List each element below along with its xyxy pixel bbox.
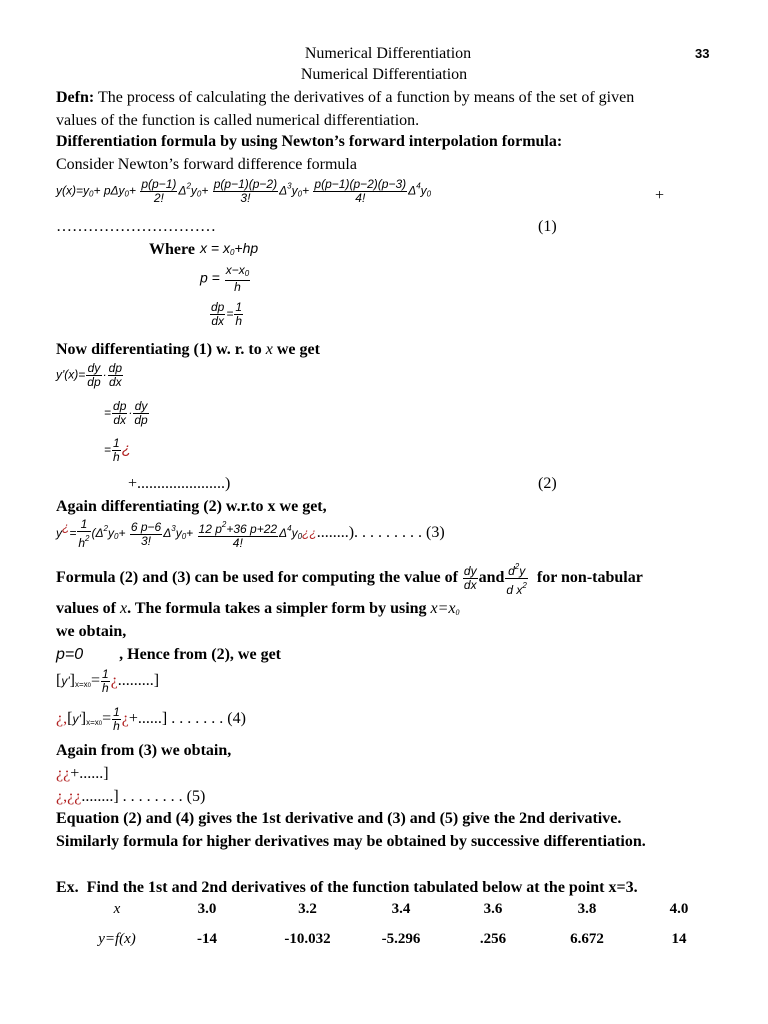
eq-second-derivative: ¿¿+......] — [56, 765, 109, 782]
definition-label: Defn: — [56, 89, 95, 106]
table-row-y — [80, 924, 723, 954]
eq2-tail: +......................) — [128, 475, 231, 492]
eq1-fraction-3: $\frac{p(p-1)(p-2)(p-3)}{4!}$ — [314, 177, 407, 205]
again-obtain-line: Again from (3) we obtain, — [56, 742, 232, 759]
eq2-line-3: = $\frac{1}{h}$ ¿ — [104, 436, 131, 464]
definition-line-1 — [56, 88, 634, 108]
x-label: x — [113, 900, 121, 917]
page-title: Numerical Differentiation — [300, 66, 468, 83]
eq1-tag: (1) — [538, 218, 557, 235]
eq5-formula: ¿,¿¿........] . . . . . . . . (5) — [56, 788, 206, 805]
where-p-definition: p = $\frac{x-x0}{h}$ — [200, 263, 250, 294]
eq4-formula: ¿,[y']x=x0= $\frac{1}{h}$ ¿+......] . . . . . . . (4) — [56, 705, 246, 733]
example-statement: Ex. Find the 1st and 2nd derivatives of the function tabulated below at the point x=3. — [56, 879, 638, 896]
definition-text-1: The process of calculating the derivatives of a function by means of the set of given — [97, 89, 635, 106]
eq2-line-2: = $\frac{dp}{dx}$ · $\frac{dy}{dp}$ — [104, 399, 148, 427]
section-heading: Differentiation formula by using Newton’s forward interpolation formula: — [56, 133, 563, 150]
where-x-definition: x = x0+hp — [200, 240, 259, 257]
eq-first-derivative: [y']x=x0= $\frac{1}{h}$ ¿.........] — [56, 667, 160, 695]
table-cell: 6.672 — [570, 930, 604, 947]
eq1-fraction-1: $\frac{p(p-1)}{2!}$ — [141, 177, 177, 205]
table-row-x — [80, 894, 723, 924]
summary-line-2: Similarly formula for higher derivatives may be obtained by successive differentiation. — [56, 833, 646, 850]
where-label: Where — [149, 241, 195, 258]
summary-line-1: Equation (2) and (4) gives the 1st derivative and (3) and (5) give the 2nd derivative. — [56, 810, 622, 827]
eq1-formula: y(x)=y0+ pΔy0+ $\frac{p(p-1)}{2!}$ $\Delta^2y0+$ $\frac{p(p-1)(p-2)}{3!}$ $\Delta^3y0+$ $\frac{p(p-1)(p-2)(p-3)}{4!}$ $\Delta^4y0$ — [56, 177, 432, 205]
obtain-line: we obtain, — [56, 623, 127, 640]
table-cell: 3.6 — [483, 900, 503, 917]
eq1-dots: ………………………… — [56, 218, 216, 235]
table-cell: -14 — [197, 930, 217, 947]
values-line: values of x. The formula takes a simpler form by using x=x0 — [56, 600, 460, 617]
table-cell: 3.0 — [197, 900, 217, 917]
example-table — [80, 894, 723, 954]
definition-line-2: values of the function is called numerical differentiation. — [56, 112, 420, 129]
page-number: 33 — [695, 46, 710, 61]
table-cell: 4.0 — [669, 900, 689, 917]
table-cell: 3.4 — [391, 900, 411, 917]
running-title: Numerical Differentiation — [304, 45, 472, 62]
y-label: y=f(x) — [98, 930, 136, 947]
table-cell: -5.296 — [381, 930, 421, 947]
differentiate-line: Now differentiating (1) w. r. to x we get — [56, 341, 320, 358]
table-cell: 14 — [671, 930, 687, 947]
dp-dx-fraction: $\frac{dp}{dx}$ — [211, 300, 225, 328]
formula-usage-line: Formula (2) and (3) can be used for computing the value of $\frac{dy}{dx}$ and $\frac{d^2y}{d x^2}$ for non-tabular — [56, 562, 643, 597]
again-differentiate-line: Again differentiating (2) w.r.to x we get, — [56, 498, 327, 515]
table-cell: -10.032 — [284, 930, 331, 947]
table-cell: .256 — [479, 930, 507, 947]
p-zero-line: p=0 , Hence from (2), we get — [56, 646, 281, 663]
table-cell: 3.2 — [298, 900, 317, 917]
where-p-fraction: $\frac{x-x0}{h}$ — [225, 263, 250, 294]
eq1-trailing-plus: + — [655, 187, 665, 204]
where-dp-dx: $\frac{dp}{dx}$ = $\frac{1}{h}$ — [211, 300, 243, 328]
eq3-formula: y¿= $\frac{1}{h^2}$ ($\Delta^2y0+$ $\frac{6 p-6}{3!}$ $\Delta^3y0+$ $\frac{12 p^2+36 p+22}{4!}$ $\Delta^4y0¿¿$........). . . . . . . . . (3) — [56, 517, 445, 550]
table-cell: 3.8 — [577, 900, 597, 917]
one-over-h-fraction: $\frac{1}{h}$ — [235, 300, 243, 328]
intro-line: Consider Newton’s forward difference formula — [56, 156, 357, 173]
eq2-tag: (2) — [538, 475, 557, 492]
eq1-fraction-2: $\frac{p(p-1)(p-2)}{3!}$ — [213, 177, 278, 205]
eq2-line-1: y'(x)= $\frac{dy}{dp}$ · $\frac{dp}{dx}$ — [56, 361, 123, 389]
